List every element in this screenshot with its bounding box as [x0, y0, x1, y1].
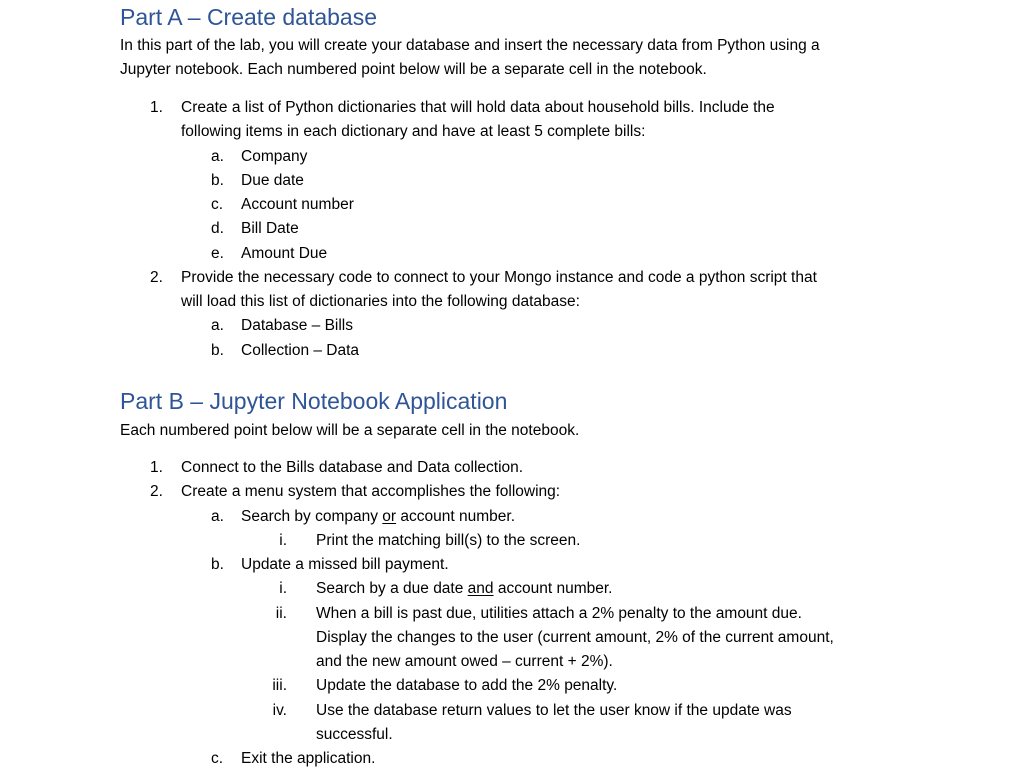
- sublist-marker: b.: [211, 556, 224, 573]
- text-segment: Search by a due date: [316, 580, 468, 597]
- part-a-heading: Part A – Create database: [120, 4, 378, 30]
- roman-item-text: Display the changes to the user (current amount, 2% of the current amount,: [316, 629, 834, 646]
- part-a-intro-line1: In this part of the lab, you will create your database and insert the necessary data from Python using a: [120, 37, 820, 54]
- roman-marker: i.: [279, 532, 287, 549]
- emphasis-underline: and: [467, 580, 494, 597]
- sublist-marker: e.: [211, 245, 224, 262]
- part-b-intro: Each numbered point below will be a separate cell in the notebook.: [120, 422, 580, 439]
- sublist-item-exit: Exit the application.: [241, 750, 376, 767]
- roman-item-text: When a bill is past due, utilities attach a 2% penalty to the amount due.: [316, 605, 802, 622]
- list-marker: 2.: [150, 483, 163, 500]
- roman-item-text: and the new amount owed – current + 2%).: [316, 653, 613, 670]
- roman-marker: i.: [279, 580, 287, 597]
- list-item-text: will load this list of dictionaries into the following database:: [181, 293, 580, 310]
- sublist-marker: b.: [211, 172, 224, 189]
- text-segment: Search by company: [241, 508, 383, 525]
- sublist-item-update: Update a missed bill payment.: [241, 556, 449, 573]
- list-item-text: Create a list of Python dictionaries that will hold data about household bills. Include the: [181, 99, 775, 116]
- sublist-marker: c.: [211, 750, 224, 767]
- roman-item-text: [316, 577, 612, 602]
- sublist-item-due-date: Due date: [241, 172, 304, 189]
- sublist-item-bill-date: Bill Date: [241, 220, 299, 237]
- roman-item-text: Print the matching bill(s) to the screen.: [316, 532, 581, 549]
- sublist-item-account-number: Account number: [241, 196, 354, 213]
- sublist-item-collection: Collection – Data: [241, 342, 360, 359]
- list-item-text: Provide the necessary code to connect to your Mongo instance and code a python script that: [181, 269, 817, 286]
- part-b-heading: Part B – Jupyter Notebook Application: [120, 388, 508, 414]
- list-item-text: Connect to the Bills database and Data collection.: [181, 459, 524, 476]
- sublist-marker: a.: [211, 317, 224, 334]
- roman-marker: iv.: [272, 702, 287, 719]
- sublist-item-amount-due: Amount Due: [241, 245, 328, 262]
- emphasis-underline: or: [382, 508, 397, 525]
- list-marker: 1.: [150, 459, 163, 476]
- roman-item-text: Update the database to add the 2% penalty.: [316, 677, 618, 694]
- list-item-text: Create a menu system that accomplishes the following:: [181, 483, 561, 500]
- roman-marker: iii.: [272, 677, 287, 694]
- part-a-intro-line2: Jupyter notebook. Each numbered point below will be a separate cell in the notebook.: [120, 61, 707, 78]
- roman-item-text: successful.: [316, 726, 393, 743]
- sublist-marker: c.: [211, 196, 224, 213]
- text-segment: account number.: [396, 508, 516, 525]
- sublist-marker: d.: [211, 220, 224, 237]
- sublist-item-database: Database – Bills: [241, 317, 354, 334]
- roman-item-text: Use the database return values to let the user know if the update was: [316, 702, 792, 719]
- sublist-item-search: [241, 505, 515, 530]
- roman-marker: ii.: [275, 605, 287, 622]
- list-marker: 1.: [150, 99, 163, 116]
- sublist-marker: a.: [211, 148, 224, 165]
- text-segment: account number.: [493, 580, 613, 597]
- sublist-item-company: Company: [241, 148, 308, 165]
- sublist-marker: b.: [211, 342, 224, 359]
- list-item-text: following items in each dictionary and have at least 5 complete bills:: [181, 123, 646, 140]
- sublist-marker: a.: [211, 508, 224, 525]
- list-marker: 2.: [150, 269, 163, 286]
